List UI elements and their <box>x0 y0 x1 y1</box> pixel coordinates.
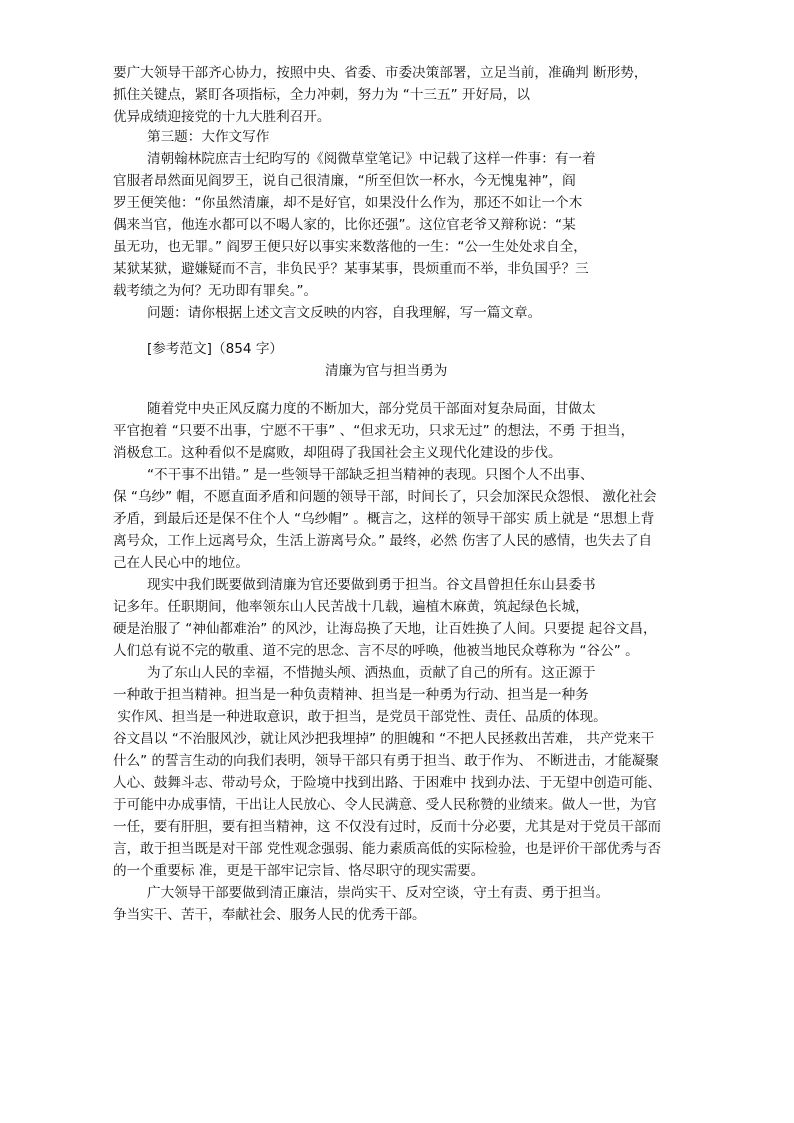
text-line: 为了东山人民的幸福，不惜抛头颅、洒热血，贡献了自己的所有。这正源于 <box>147 665 596 681</box>
text-line: 现实中我们既要做到清廉为官还要做到勇于担当。谷文昌曾担任东山县委书 <box>147 577 596 593</box>
text-line: 罗王便笑他：“你虽然清廉，却不是好官，如果没什么作为，那还不如让一个木 <box>113 195 583 211</box>
text-line: 己在人民心中的地位。 <box>113 555 249 571</box>
text-line: 平官抱着 “只要不出事，宁愿不干事” 、“但求无功，只求无过” 的想法，不勇 于担当， <box>113 423 635 439</box>
section-heading: 第三题：大作文写作 <box>147 129 270 145</box>
text-line: 虽无功，也无罪。” 阎罗王便只好以事实来数落他的一生：“公一生处处求自全， <box>113 239 587 255</box>
question-line: 问题：请你根据上述文言文反映的内容，自我理解，写一篇文章。 <box>147 305 542 321</box>
text-line: 言，敢于担当既是对干部 党性观念强弱、能力素质高低的实际检验，也是评价干部优秀与否 <box>113 841 662 857</box>
essay-title: 清廉为官与担当勇为 <box>325 363 448 379</box>
text-line: “不干事不出错。” 是一些领导干部缺乏担当精神的表现。只图个人不出事、 <box>147 467 594 483</box>
text-line: 一任，要有肝胆，要有担当精神，这 不仅没有过时，反而十分必要，尤其是对于党员干部而 <box>113 819 662 835</box>
text-line: 消极怠工。这种看似不是腐败，却阻碍了我国社会主义现代化建设的步伐。 <box>113 445 562 461</box>
text-line: 矛盾，到最后还是保不住个人 “乌纱帽” 。概言之，这样的领导干部实 质上就是 “思想上背 <box>113 511 655 527</box>
text-line: 保 “乌纱” 帽，不愿直面矛盾和问题的领导干部，时间长了，只会加深民众怨恨、 激化社会 <box>113 489 657 505</box>
text-line: 广大领导干部要做到清正廉洁，崇尚实干、反对空谈，守土有责、勇于担当。 <box>147 885 610 901</box>
text-line: 人们总有说不完的敬重、道不完的思念、言不尽的呼唤，他被当地民众尊称为 “谷公” 。 <box>113 643 639 659</box>
text-line: 随着党中央正风反腐力度的不断加大，部分党员干部面对复杂局面，甘做太 <box>147 401 596 417</box>
text-line: 官服者昂然面见阎罗王，说自己很清廉，“所至但饮一杯水，今无愧鬼神”，阎 <box>113 173 576 189</box>
text-line: 偶来当官，他连水都可以不喝人家的，比你还强”。这位官老爷又辩称说：“某 <box>113 217 576 233</box>
text-line: 离号众，工作上远离号众，生活上游离号众。” 最终，必然 伤害了人民的感情，也失去了自 <box>113 533 653 549</box>
text-line: 人心、鼓舞斗志、带动号众，于险境中找到出路、于困难中 找到办法、于无望中创造可能、 <box>113 775 662 791</box>
text-line: 抓住关键点，紧盯各项指标，全力冲刺，努力为 “十三五” 开好局，以 <box>113 87 530 103</box>
text-line: 优异成绩迎接党的十九大胜利召开。 <box>113 109 331 125</box>
text-line: 的一个重要标 准，更是干部牢记宗旨、恪尽职守的现实需要。 <box>113 863 485 879</box>
text-line: 谷文昌以 “不治服风沙，就让风沙把我埋掉” 的胆魄和 “不把人民拯救出苦难， 共产党来干 <box>113 731 655 747</box>
text-line: 某狱某狱，避嫌疑而不言，非负民乎？某事某事，畏烦重而不举，非负国乎？三 <box>113 261 589 277</box>
text-line: 硬是治服了 “神仙都难治” 的风沙，让海岛换了天地，让百姓换了人间。只要提 起谷文昌， <box>113 621 657 637</box>
text-line: 清朝翰林院庶吉士纪昀写的《阅微草堂笔记》中记载了这样一件事：有一着 <box>147 151 596 167</box>
text-line: 实作风、担当是一种进取意识，敢于担当，是党员干部党性、责任、品质的体现。 <box>113 709 607 725</box>
text-line: 争当实干、苦干，奉献社会、服务人民的优秀干部。 <box>113 907 426 923</box>
sample-essay-label: [参考范文]（854 字） <box>147 341 284 357</box>
text-line: 什么” 的誓言生动的向我们表明，领导干部只有勇于担当、敢于作为、 不断进击，才能凝聚 <box>113 753 659 769</box>
text-line: 于可能中办成事情，干出让人民放心、令人民满意、受人民称赞的业绩来。做人一世，为官 <box>113 797 657 813</box>
text-line: 要广大领导干部齐心协力，按照中央、省委、市委决策部署，立足当前，准确判 断形势， <box>113 65 648 81</box>
text-line: 记多年。任职期间，他率领东山人民苦战十几载，遍植木麻黄，筑起绿色长城， <box>113 599 589 615</box>
text-line: 载考绩之为何？无功即有罪矣。”。 <box>113 283 318 299</box>
text-line: 一种敢于担当精神。担当是一种负责精神、担当是一种勇为行动、担当是一种务 <box>113 687 589 703</box>
